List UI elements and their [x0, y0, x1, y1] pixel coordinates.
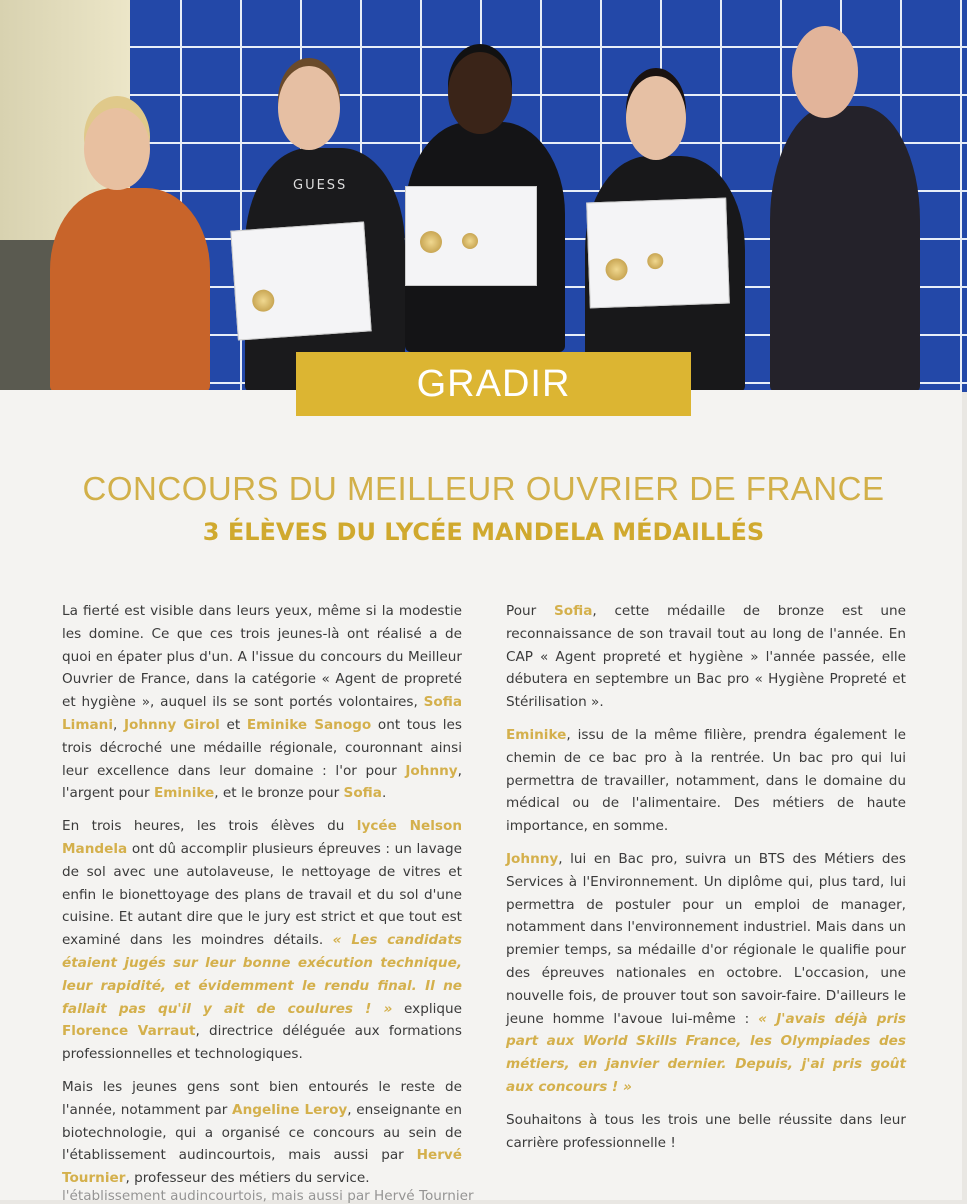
person-head: [84, 108, 150, 190]
body-text: , professeur des métiers du service.: [125, 1170, 370, 1187]
highlighted-name: lycée Nelson Mandela: [62, 818, 463, 857]
certificate: [405, 186, 537, 286]
body-text: Souhaitons à tous les trois une belle réussite dans leur carrière professionnelle !: [506, 1111, 906, 1151]
body-text: , enseignante en biotechnologie, qui a organisé ce concours au sein de l'établissement audincourtois, mais aussi par: [62, 1101, 462, 1164]
body-text: Mais les jeunes gens sont bien entourés le reste de l'année, notamment par: [62, 1078, 462, 1118]
section-banner: GRADIR: [296, 352, 691, 416]
paragraph: [506, 724, 906, 838]
body-text: et: [219, 716, 247, 733]
body-text: , issu de la même filière, prendra également le chemin de ce bac pro à la rentrée. Un bac pro qui lui permettra de travailler, notamment, dans le domaine du médical ou de l'alimentaire. Des métiers de haute importance, en somme.: [506, 726, 906, 835]
quote-text: « Les candidats étaient jugés sur leur bonne exécution technique, leur rapidité, et évidemment le rendu final. Il ne fallait pas qu'il y ait de coulures ! »: [62, 932, 462, 1017]
body-text: , directrice déléguée aux formations professionnelles et technologiques.: [62, 1023, 462, 1063]
certificate: [586, 198, 730, 309]
person-woman: [50, 188, 210, 392]
left-column: [62, 600, 462, 1200]
right-column: [506, 600, 906, 1164]
highlighted-name: Eminike: [153, 785, 215, 802]
body-text: ,: [113, 716, 124, 733]
body-text: , cette médaille de bronze est une reconnaissance de son travail tout au long de l'année. En CAP « Agent propreté et hygiène » l'année passée, elle débutera en septembre un Bac pro « Hygiène Propreté et Stérilisation ».: [506, 603, 906, 711]
body-text: explique: [392, 1000, 462, 1017]
article-subtitle: 3 ÉLÈVES DU LYCÉE MANDELA MÉDAILLÉS: [202, 518, 765, 546]
person-head: [626, 76, 686, 160]
bleed-through-text: l'établissement audincourtois, mais aussi par Hervé Tournier: [62, 1188, 474, 1204]
highlighted-name: Angeline Leroy: [232, 1101, 348, 1118]
body-text: En trois heures, les trois élèves du: [62, 818, 357, 835]
highlighted-name: Johnny: [506, 850, 559, 867]
highlighted-name: Eminike Sanogo: [246, 716, 372, 733]
certificate: [230, 221, 371, 340]
highlighted-name: Sofia: [553, 603, 593, 619]
paragraph: [62, 1076, 462, 1190]
body-text: ont tous les trois décroché une médaille régionale, couronnant ainsi leur excellence dans leur domaine : l'or pour: [62, 716, 463, 779]
body-text: Pour: [506, 603, 554, 619]
person-man: [770, 106, 920, 392]
article-photo: [0, 0, 967, 392]
highlighted-name: Florence Varraut: [62, 1023, 196, 1040]
highlighted-name: Johnny: [405, 762, 458, 779]
body-text: , l'argent pour: [62, 762, 462, 802]
highlighted-name: Sofia Limani: [62, 694, 462, 733]
shirt-text: GUESS: [293, 178, 348, 193]
person-head: [792, 26, 858, 118]
highlighted-name: Eminike: [506, 726, 567, 743]
paragraph: [506, 1109, 906, 1155]
body-text: La fierté est visible dans leurs yeux, même si la modestie les domine. Ce que ces trois jeunes-là ont réalisé a de quoi en épater plus d'un. A l'issue du concours du Meilleur Ouvrier de France, dans la catégorie « Agent de propreté et hygiène », auquel ils se sont portés volontaires,: [62, 603, 462, 711]
body-text: ont dû accomplir plusieurs épreuves : un lavage de sol avec une autolaveuse, le nettoyage de vitres et enfin le bionettoyage des plans de travail et du sol d'une cuisine. Et autant dire que le jury est strict et que tout est examiné dans les moindres détails.: [62, 840, 462, 949]
article-title: CONCOURS DU MEILLEUR OUVRIER DE FRANCE: [82, 470, 885, 507]
paragraph: [62, 600, 462, 805]
paragraph: [506, 600, 906, 714]
paragraph: [62, 815, 462, 1066]
body-text: , et le bronze pour: [214, 785, 344, 802]
highlighted-name: Hervé Tournier: [62, 1147, 462, 1187]
highlighted-name: Sofia: [343, 785, 382, 802]
paragraph: [506, 848, 906, 1099]
quote-text: « J'avais déjà pris part aux World Skills France, les Olympiades des métiers, en janvier dernier. Depuis, j'ai pris goût aux concours ! »: [506, 1010, 906, 1095]
person-head: [278, 66, 340, 150]
body-text: .: [381, 785, 387, 802]
person-head: [448, 52, 512, 134]
body-text: , lui en Bac pro, suivra un BTS des Métiers des Services à l'Environnement. Un diplôme qui, plus tard, lui permettra de postuler pour un emploi de manager, notamment dans l'environnement industriel. Mais dans un premier temps, sa médaille d'or régionale le qualifie pour des épreuves nationales en octobre. L'occasion, une nouvelle fois, de prouver tout son savoir-faire. D'ailleurs le jeune homme l'avoue lui-même :: [506, 850, 906, 1027]
highlighted-name: Johnny Girol: [123, 716, 220, 733]
